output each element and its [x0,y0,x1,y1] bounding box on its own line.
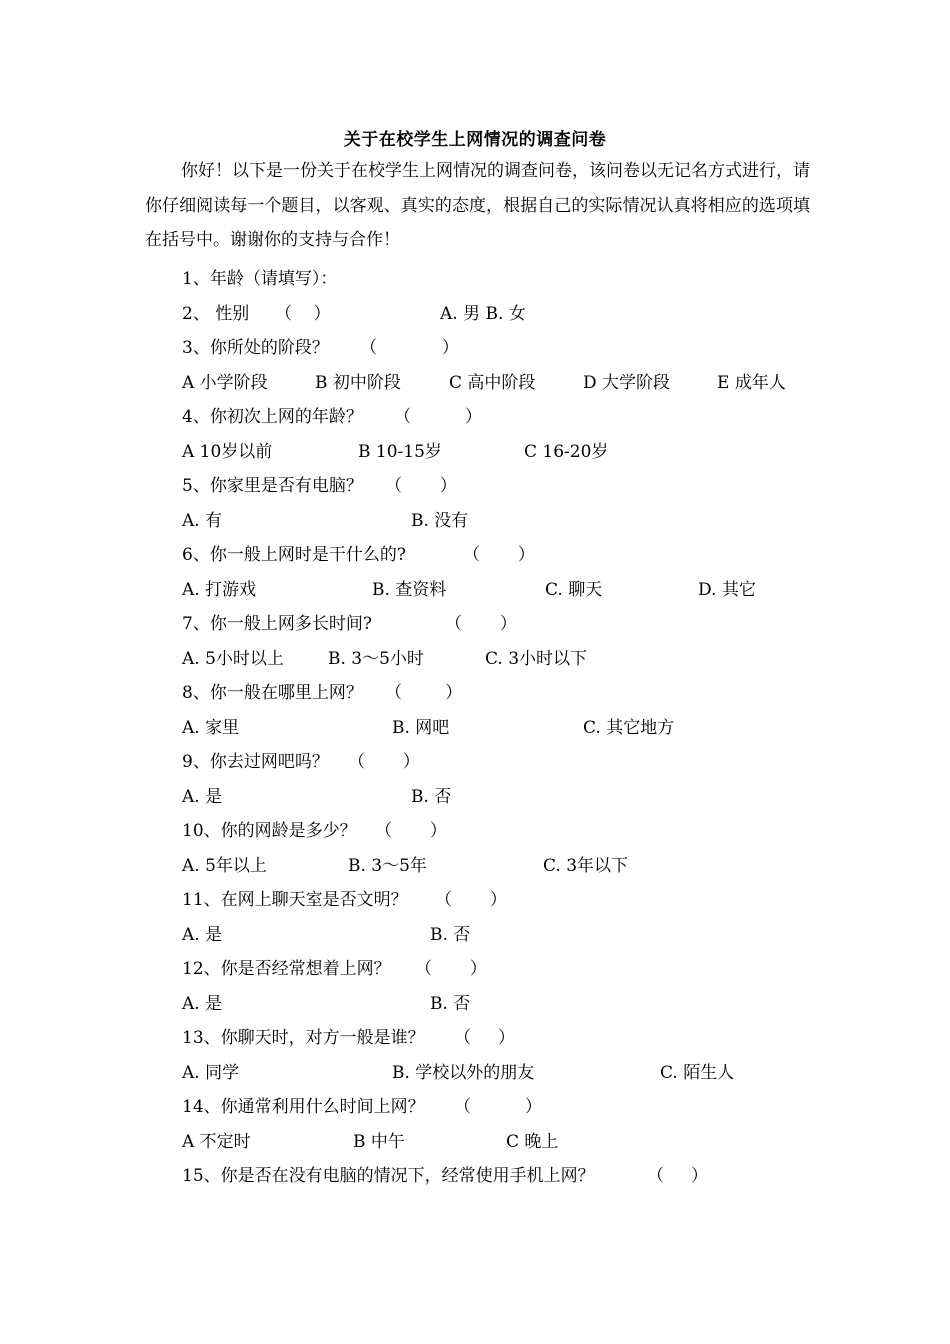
question-list [182,262,822,1194]
question-text: 7、你一般上网多长时间? [182,614,372,634]
question-12 [182,952,822,987]
option-a: A 10岁以前 [182,441,273,462]
options-row-11 [182,918,822,953]
answer-blank[interactable]: （ ） [445,614,517,634]
answer-blank[interactable]: （ ） [435,890,507,910]
option-c: C. 陌生人 [660,1062,735,1083]
option-c: C. 3小时以下 [485,648,588,669]
option-a: A. 5小时以上 [182,648,284,669]
answer-blank[interactable]: （ ） [647,1166,709,1186]
question-11 [182,883,822,918]
option-b: B. 没有 [411,510,469,531]
options-row-6 [182,573,822,608]
answer-blank[interactable]: （ ） [394,407,483,427]
answer-blank[interactable]: （ ） [385,476,457,496]
question-text: 11、在网上聊天室是否文明？ [182,890,408,910]
question-text: 1、年龄（请填写）： [182,269,338,289]
question-2 [182,297,822,332]
question-3 [182,331,822,366]
answer-blank[interactable]: （ ） [360,338,459,358]
option-c: C. 其它地方 [583,717,675,738]
question-14 [182,1090,822,1125]
option-a: A. 男 B. 女 [440,303,526,324]
survey-title: 关于在校学生上网情况的调查问卷 [343,130,607,150]
question-10 [182,814,822,849]
answer-blank[interactable]: （ ） [385,683,463,703]
option-d: D. 其它 [698,579,756,600]
option-b: B. 否 [411,786,452,807]
answer-blank[interactable]: （ ） [454,1028,516,1048]
options-row-7 [182,642,822,677]
question-text: 4、你初次上网的年龄？ [182,407,363,427]
question-text: 15、你是否在没有电脑的情况下，经常使用手机上网？ [182,1166,595,1186]
option-b: B. 否 [430,993,471,1014]
option-b: B. 网吧 [392,717,450,738]
options-row-4 [182,435,822,470]
question-4 [182,400,822,435]
options-row-8 [182,711,822,746]
answer-blank[interactable]: （ ） [463,545,535,565]
question-text: 5、你家里是否有电脑？ [182,476,363,496]
option-a: A 小学阶段 [182,372,268,393]
options-row-14 [182,1125,822,1160]
option-a: A. 5年以上 [182,855,267,876]
question-text: 14、你通常利用什么时间上网？ [182,1097,425,1117]
option-a: A. 打游戏 [182,579,257,600]
option-c: C 高中阶段 [449,372,536,393]
answer-blank[interactable]: （ ） [275,303,331,324]
question-text: 9、你去过网吧吗？ [182,752,329,772]
option-c: C. 聊天 [545,579,603,600]
question-text: 3、你所处的阶段？ [182,338,329,358]
option-a: A. 家里 [182,717,240,738]
answer-blank[interactable]: （ ） [375,821,447,841]
answer-blank[interactable]: （ ） [348,752,420,772]
option-b: B. 3～5年 [348,855,427,876]
question-9 [182,745,822,780]
option-d: D 大学阶段 [583,372,671,393]
question-15 [182,1159,822,1194]
options-row-12 [182,987,822,1022]
question-text: 2、 性别 [182,303,250,324]
option-a: A. 是 [182,993,223,1014]
option-a: A. 有 [182,510,223,531]
question-text: 10、你的网龄是多少？ [182,821,357,841]
option-a: A. 同学 [182,1062,240,1083]
question-5 [182,469,822,504]
answer-blank[interactable]: （ ） [454,1097,543,1117]
options-row-13 [182,1056,822,1091]
question-text: 12、你是否经常想着上网？ [182,959,391,979]
option-b: B. 否 [430,924,471,945]
option-b: B 初中阶段 [315,372,401,393]
option-c: C 16-20岁 [524,441,609,462]
answer-blank[interactable]: （ ） [415,959,487,979]
option-b: B 10-15岁 [358,441,442,462]
question-text: 6、你一般上网时是干什么的? [182,545,406,565]
options-row-9 [182,780,822,815]
option-e: E 成年人 [717,372,786,393]
option-c: C 晚上 [506,1131,559,1152]
options-row-5 [182,504,822,539]
question-1 [182,262,822,297]
question-6 [182,538,822,573]
option-c: C. 3年以下 [543,855,629,876]
question-text: 13、你聊天时，对方一般是谁？ [182,1028,425,1048]
options-row-3 [182,366,822,401]
option-b: B. 学校以外的朋友 [392,1062,535,1083]
option-b: B 中午 [353,1131,405,1152]
question-13 [182,1021,822,1056]
question-8 [182,676,822,711]
option-b: B. 3～5小时 [328,648,424,669]
question-text: 8、你一般在哪里上网？ [182,683,363,703]
option-a: A. 是 [182,924,223,945]
question-7 [182,607,822,642]
survey-intro: 你好！以下是一份关于在校学生上网情况的调查问卷，该问卷以无记名方式进行，请你仔细阅读每一个题目，以客观、真实的态度，根据自己的实际情况认真将相应的选项填在括号中。谢谢你的支持与合作！ [145,161,810,250]
option-b: B. 查资料 [372,579,447,600]
option-a: A 不定时 [182,1131,251,1152]
options-row-10 [182,849,822,884]
option-a: A. 是 [182,786,223,807]
